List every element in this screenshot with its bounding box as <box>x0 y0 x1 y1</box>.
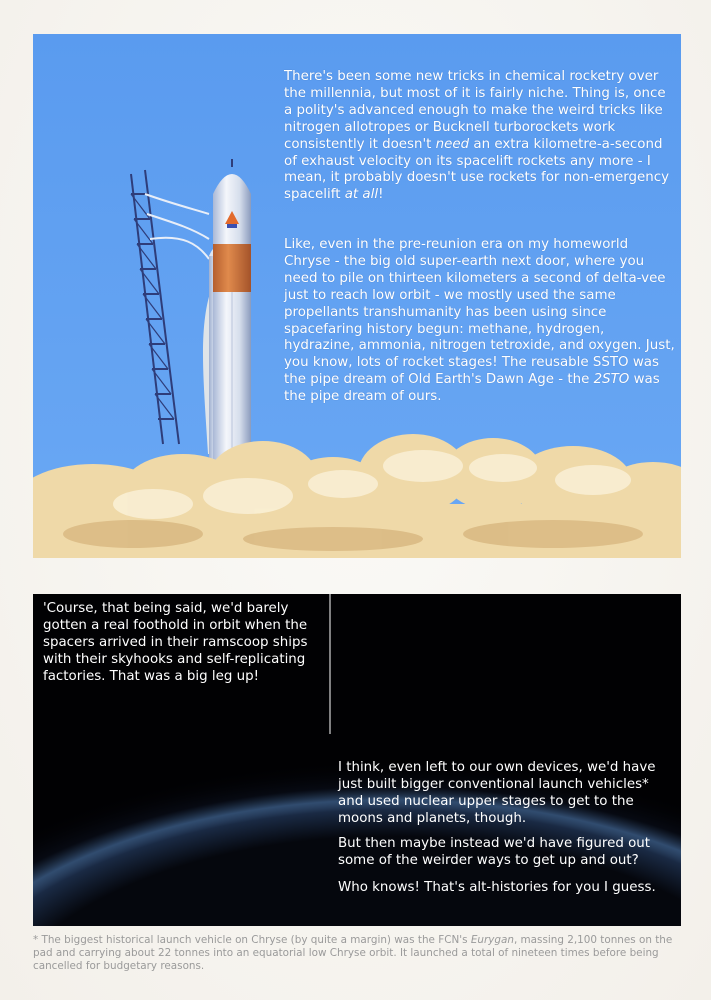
narration-space-right-3: Who knows! That's alt-histories for you I guess. <box>338 880 656 895</box>
comic-panel-space <box>33 594 681 926</box>
narration-paragraph-2: Like, even in the pre-reunion era on my homeworld Chryse - the big old super-earth next door, where you need to pile on thirteen kilometers a second of delta-vee just to reach low orbit - we mostly used the same propellants transhumanity has been using since spacefaring history begun: methane, hydrogen, hydrazine, ammonia, nitrogen tetroxide, and oxygen. Just, you know, lots of rocket stages! The reusable SSTO was the pipe dream of Old Earth's Dawn Age - the 2STO was the pipe dream of ours. <box>284 237 675 405</box>
narration-space-right-2: But then maybe instead we'd have figured out some of the weirder ways to get up and out? <box>338 836 650 868</box>
comic-panel-launch <box>33 34 681 558</box>
footnote: * The biggest historical launch vehicle on Chryse (by quite a margin) was the FCN's Eurygan, massing 2,100 tonnes on the pad and carrying about 22 tonnes into an equatorial low Chryse orbit. It launched a total of nineteen times before being cancelled for budgetary reasons. <box>33 934 673 973</box>
rocket-orange-band <box>213 244 251 292</box>
narration-space-right-1: I think, even left to our own devices, we'd have just built bigger conventional launch vehicles* and used nuclear upper stages to get to the moons and planets, though. <box>338 760 656 826</box>
narration-paragraph-1: There's been some new tricks in chemical rocketry over the millennia, but most of it is fairly niche. Thing is, once a polity's advanced enough to make the weird tricks like nitrogen allotropes or Bucknell turborockets work consistently it doesn't need an extra kilometre-a-second of exhaust velocity on its spacelift rockets any more - I mean, it probably doesn't use rockets for non-emergency spacelift at all! <box>284 69 669 203</box>
narration-space-left: 'Course, that being said, we'd barely gotten a real foothold in orbit when the spacers arrived in their ramscoop ships with their skyhooks and self-replicating factories. That was a big leg up! <box>43 601 308 684</box>
